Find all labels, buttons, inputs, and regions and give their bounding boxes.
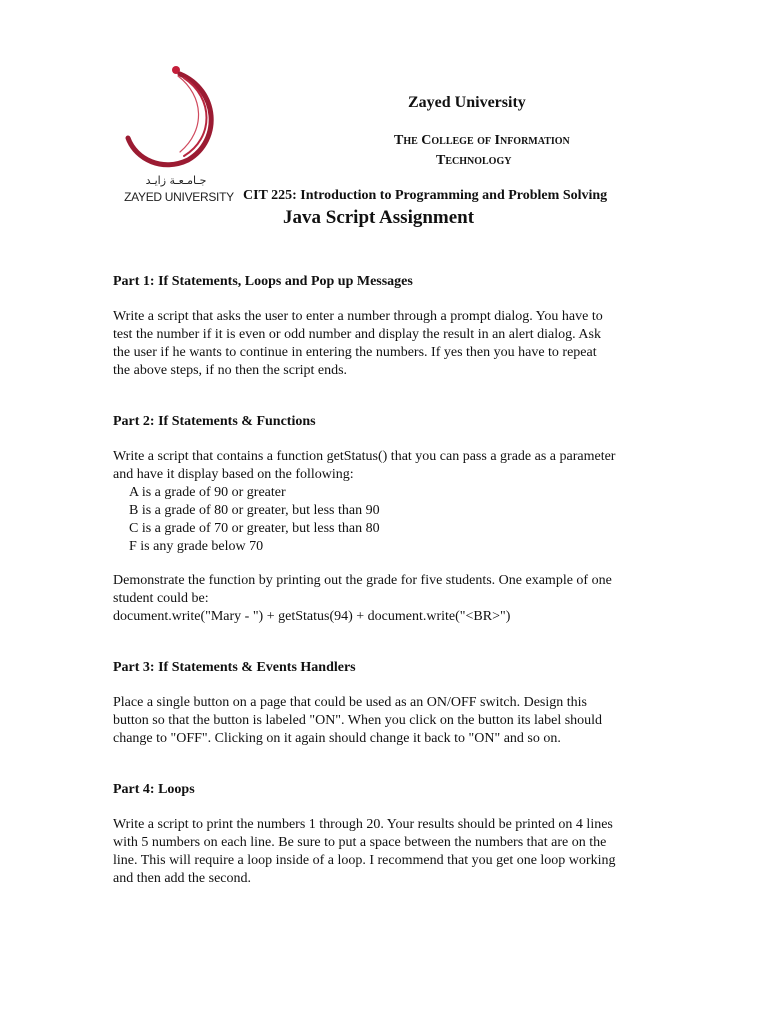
part-3-body: Place a single button on a page that could be used as an ON/OFF switch. Design this button so that the button is labeled "ON". When you click on the button its label should change to "OFF". Clicking on it again should change it back to "ON" and so on.	[113, 695, 603, 746]
university-logo	[118, 60, 238, 210]
college-name	[394, 131, 654, 171]
list-item: F is any grade below 70	[129, 539, 264, 554]
part-3-heading: Part 3: If Statements & Events Handlers	[113, 660, 356, 675]
document-title: Java Script Assignment	[283, 207, 475, 228]
logo-english-text: ZAYED UNIVERSITY	[124, 190, 234, 204]
college-line-1: The College of Information	[394, 133, 570, 148]
college-line-2: Technology	[436, 153, 512, 168]
logo-arc-icon	[118, 60, 238, 175]
part-1-heading: Part 1: If Statements, Loops and Pop up Messages	[113, 274, 413, 289]
part-2-body: Write a script that contains a function getStatus() that you can pass a grade as a parameter and have it display based on the following:	[113, 449, 616, 482]
part-4-body: Write a script to print the numbers 1 through 20. Your results should be printed on 4 lines with 5 numbers on each line. Be sure to put a space between the numbers that are on the line. This will require a loop inside of a loop. I recommend that you get one loop working and then add the second.	[113, 817, 616, 886]
list-item: B is a grade of 80 or greater, but less than 90	[129, 503, 380, 518]
course-title: CIT 225: Introduction to Programming and Problem Solving	[243, 188, 608, 203]
part-4-heading: Part 4: Loops	[113, 782, 195, 797]
part-2-example: Demonstrate the function by printing out the grade for five students. One example of one student could be: document.write("Mary - ") + getStatus(94) + document.write("<BR>")	[113, 573, 612, 624]
list-item: A is a grade of 90 or greater	[129, 485, 286, 500]
logo-arabic-text: جـامـعـة زايـد	[145, 174, 207, 187]
grade-list	[113, 484, 673, 556]
assignment-body	[113, 274, 673, 888]
part-2-heading: Part 2: If Statements & Functions	[113, 414, 316, 429]
list-item: C is a grade of 70 or greater, but less than 80	[129, 521, 380, 536]
part-1-body: Write a script that asks the user to enter a number through a prompt dialog. You have to test the number if it is even or odd number and display the result in an alert dialog. Ask the user if he wants to continue in entering the numbers. If yes then you have to repeat the above steps, if no then the script ends.	[113, 309, 603, 378]
university-name: Zayed University	[408, 94, 526, 111]
